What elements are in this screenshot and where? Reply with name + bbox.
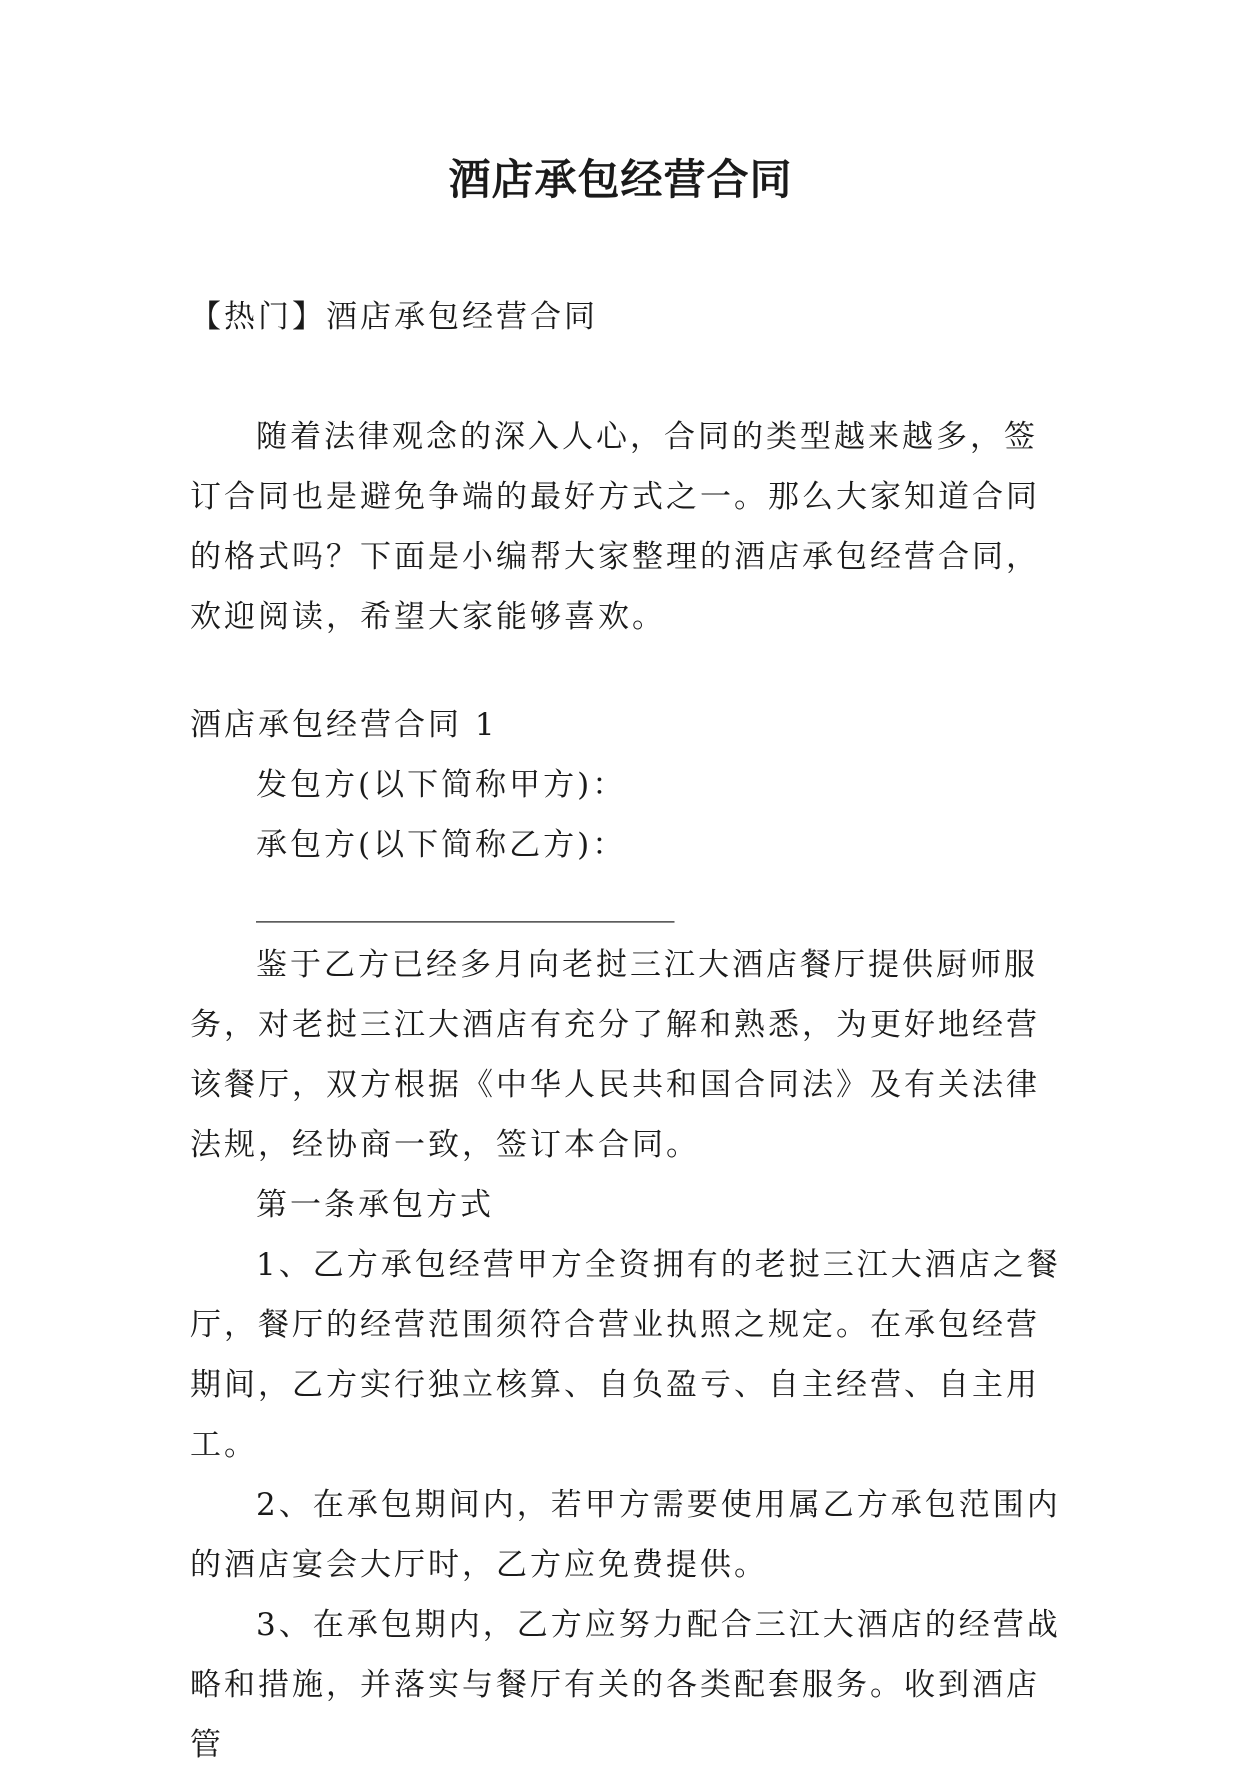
hot-label: [190, 287, 1070, 347]
contract-heading: 酒店承包经营合同 1: [190, 707, 498, 743]
article-1-title: 第一条承包方式: [256, 1187, 494, 1223]
clause-3: 3、在承包期内，乙方应努力配合三江大酒店的经营战略和措施，并落实与餐厅有关的各类配套服务。收到酒店管: [190, 1607, 1061, 1763]
clause-1: 1、乙方承包经营甲方全资拥有的老挝三江大酒店之餐厅，餐厅的经营范围须符合营业执照之规定。在承包经营期间，乙方实行独立核算、自负盈亏、自主经营、自主用工。: [190, 1247, 1061, 1463]
intro-section: [190, 407, 1070, 647]
document-title: 酒店承包经营合同: [448, 155, 793, 204]
party-b-label: 承包方(以下简称乙方)：: [256, 827, 627, 863]
hot-label-text: 【热门】酒店承包经营合同: [190, 299, 598, 335]
party-a-line: 发包方(以下简称甲方)：: [256, 767, 627, 803]
contract-section: [190, 695, 1070, 1775]
clause-2: 2、在承包期间内，若甲方需要使用属乙方承包范围内的酒店宴会大厅时，乙方应免费提供。: [190, 1487, 1061, 1583]
party-b-blank: ___________________________: [256, 887, 675, 923]
intro-paragraph: 随着法律观念的深入人心，合同的类型越来越多，签订合同也是避免争端的最好方式之一。那么大家知道合同的格式吗？下面是小编帮大家整理的酒店承包经营合同，欢迎阅读，希望大家能够喜欢。: [190, 419, 1040, 635]
preamble-paragraph: 鉴于乙方已经多月向老挝三江大酒店餐厅提供厨师服务，对老挝三江大酒店有充分了解和熟悉，为更好地经营该餐厅，双方根据《中华人民共和国合同法》及有关法律法规，经协商一致，签订本合同。: [190, 947, 1040, 1163]
party-b-line: [190, 815, 1070, 935]
